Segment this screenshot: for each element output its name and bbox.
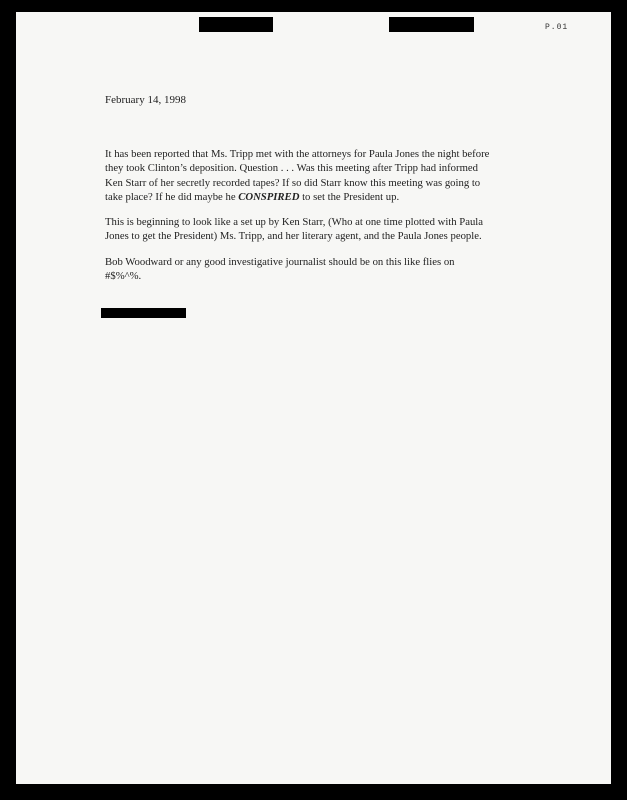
emphasized-word: CONSPIRED	[238, 190, 300, 203]
redaction-bar-header-right	[389, 17, 474, 32]
page-number: P.01	[545, 23, 569, 32]
paragraph-3-line-2: #$%^%.	[105, 270, 142, 283]
line-4-start: take place? If he did maybe he	[105, 190, 239, 203]
paragraph-1-line-4	[105, 190, 545, 204]
paragraph-2-line-1: This is beginning to look like a set up by Ken Starr, (Who at one time plotted with Paula	[105, 216, 484, 229]
paragraph-1	[105, 147, 545, 204]
paragraph-2	[105, 215, 545, 244]
document-page	[16, 12, 611, 784]
paragraph-3	[105, 255, 545, 284]
paragraph-1-line-3: Ken Starr of her secretly recorded tapes? If so did Starr know this meeting was going to	[105, 176, 481, 189]
paragraph-3-line-1: Bob Woodward or any good investigative journalist should be on this like flies on	[105, 255, 455, 268]
letter-body	[105, 147, 545, 294]
letter-date: February 14, 1998	[105, 94, 186, 106]
line-4-end: to set the President up.	[299, 190, 400, 203]
paragraph-2-line-2: Jones to get the President) Ms. Tripp, and her literary agent, and the Paula Jones people.	[105, 230, 482, 243]
redaction-bar-header-left	[199, 17, 273, 32]
paragraph-1-line-1: It has been reported that Ms. Tripp met with the attorneys for Paula Jones the night before	[105, 148, 490, 160]
redaction-bar-signature	[101, 308, 186, 318]
paragraph-1-line-2: they took Clinton’s deposition. Question . . . Was this meeting after Tripp had informed	[105, 162, 478, 175]
